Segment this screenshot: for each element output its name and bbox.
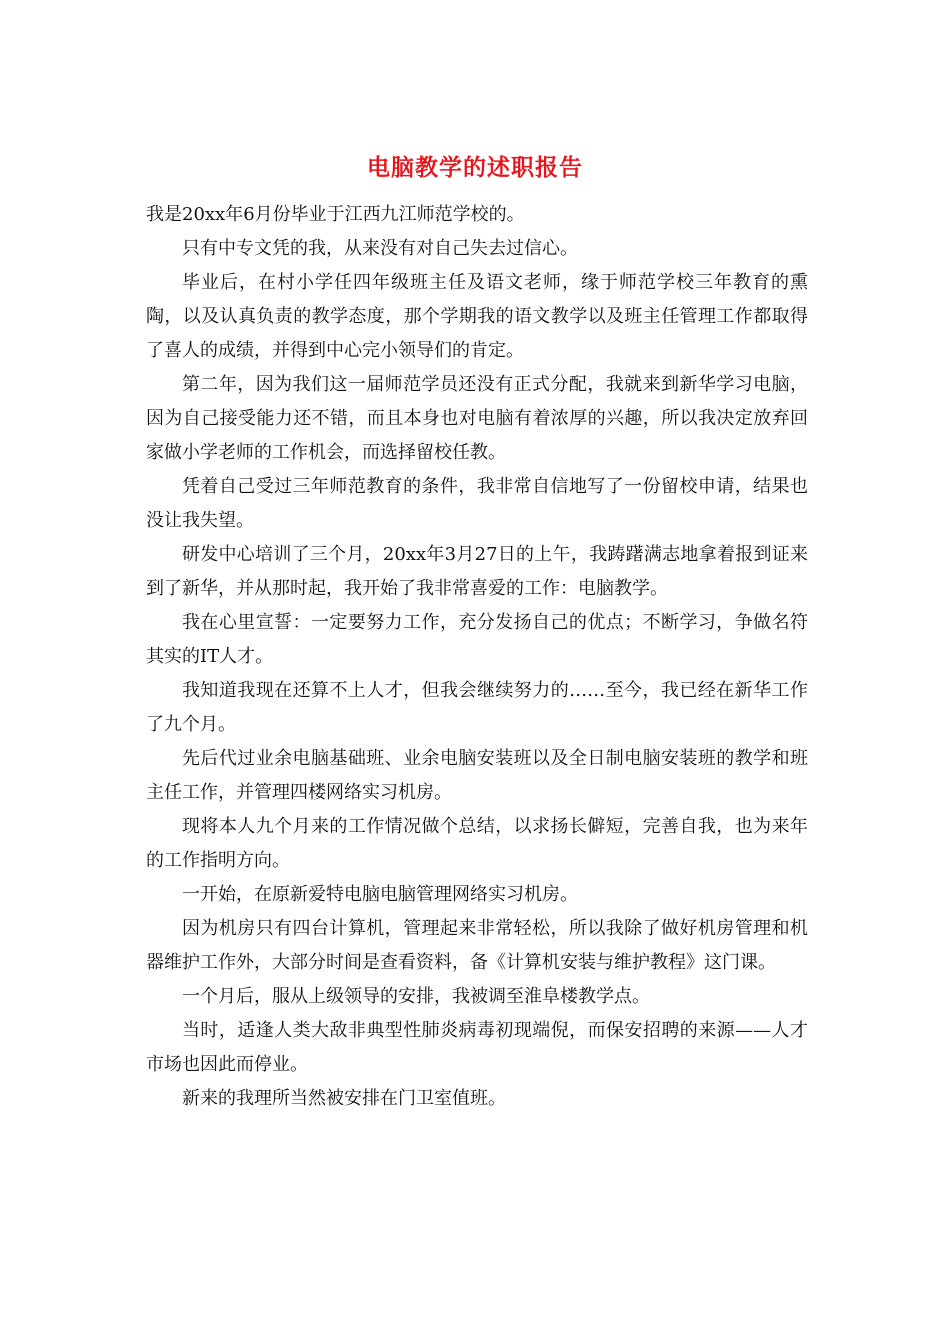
document-body — [146, 198, 808, 1116]
paragraph-6: 研发中心培训了三个月，20xx年3月27日的上午，我踌躇满志地拿着报到证来到了新华，并从那时起，我开始了我非常喜爱的工作：电脑教学。 — [146, 544, 808, 599]
paragraph-7: 我在心里宣誓：一定要努力工作，充分发扬自己的优点；不断学习，争做名符其实的IT人才。 — [146, 612, 808, 667]
paragraph-3: 毕业后，在村小学任四年级班主任及语文老师，缘于师范学校三年教育的熏陶，以及认真负责的教学态度，那个学期我的语文教学以及班主任管理工作都取得了喜人的成绩，并得到中心完小领导们的肯定。 — [146, 272, 808, 361]
paragraph-10: 现将本人九个月来的工作情况做个总结，以求扬长僻短，完善自我，也为来年的工作指明方向。 — [146, 816, 808, 871]
paragraph-1: 我是20xx年6月份毕业于江西九江师范学校的。 — [146, 204, 525, 225]
document-title: 电脑教学的述职报告 — [367, 154, 583, 181]
paragraph-2: 只有中专文凭的我，从来没有对自己失去过信心。 — [182, 238, 578, 259]
paragraph-4: 第二年，因为我们这一届师范学员还没有正式分配，我就来到新华学习电脑，因为自己接受能力还不错，而且本身也对电脑有着浓厚的兴趣，所以我决定放弃回家做小学老师的工作机会，而选择留校任教。 — [146, 374, 808, 463]
paragraph-13: 一个月后，服从上级领导的安排，我被调至淮阜楼教学点。 — [182, 986, 650, 1007]
paragraph-5: 凭着自己受过三年师范教育的条件，我非常自信地写了一份留校申请，结果也没让我失望。 — [146, 476, 808, 531]
paragraph-8: 我知道我现在还算不上人才，但我会继续努力的……至今，我已经在新华工作了九个月。 — [146, 680, 808, 735]
paragraph-12: 因为机房只有四台计算机，管理起来非常轻松，所以我除了做好机房管理和机器维护工作外，大部分时间是查看资料，备《计算机安装与维护教程》这门课。 — [146, 918, 808, 973]
paragraph-15: 新来的我理所当然被安排在门卫室值班。 — [182, 1088, 506, 1109]
paragraph-11: 一开始，在原新爱特电脑电脑管理网络实习机房。 — [182, 884, 578, 905]
paragraph-9: 先后代过业余电脑基础班、业余电脑安装班以及全日制电脑安装班的教学和班主任工作，并管理四楼网络实习机房。 — [146, 748, 808, 803]
paragraph-14: 当时，适逢人类大敌非典型性肺炎病毒初现端倪，而保安招聘的来源——人才市场也因此而停业。 — [146, 1020, 808, 1075]
